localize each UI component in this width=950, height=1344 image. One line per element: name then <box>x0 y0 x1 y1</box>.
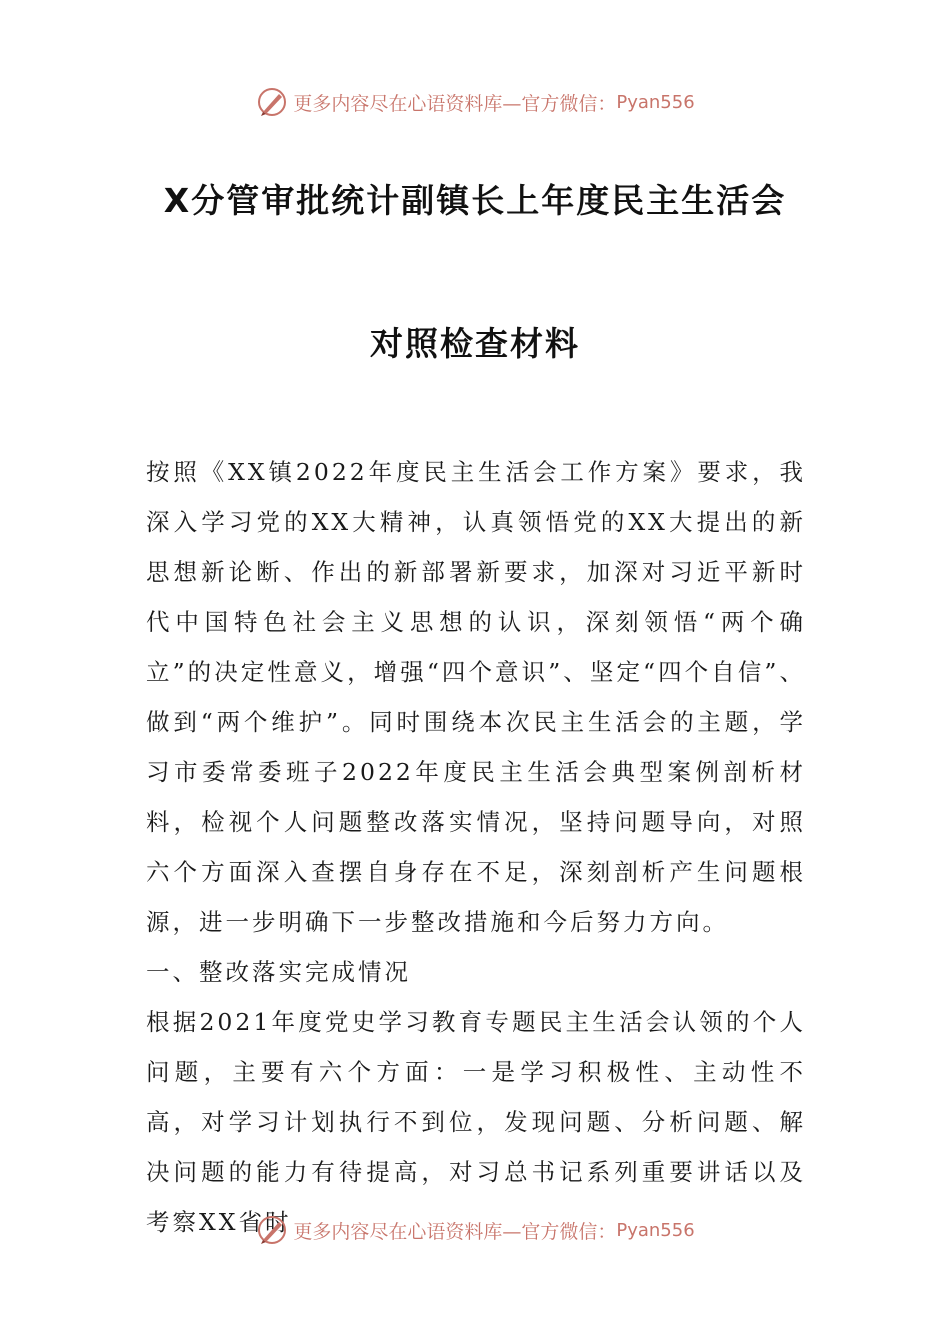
document-title-line1: X分管审批统计副镇长上年度民主生活会 <box>163 181 787 220</box>
document-title-line2: 对照检查材料 <box>370 324 580 363</box>
document-body <box>146 447 806 1247</box>
watermark-footer <box>0 1210 950 1250</box>
watermark-wechat-id: Pyan556 <box>616 91 695 113</box>
paragraph-intro: 按照《XX镇2022年度民主生活会工作方案》要求，我深入学习党的XX大精神，认真领悟党的XX大提出的新思想新论断、作出的新部署新要求，加深对习近平新时代中国特色社会主义思想的认识，深刻领悟“两个确立”的决定性意义，增强“四个意识”、坚定“四个自信”、做到“两个维护”。同时围绕本次民主生活会的主题，学习市委常委班子2022年度民主生活会典型案例剖析材料，检视个人问题整改落实情况，坚持问题导向，对照六个方面深入查摆自身存在不足，深刻剖析产生问题根源，进一步明确下一步整改措施和今后努力方向。 <box>146 458 806 936</box>
section-heading: 一、整改落实完成情况 <box>146 958 411 986</box>
pen-logo-icon <box>255 85 289 119</box>
watermark-text: 更多内容尽在心语资料库—官方微信： <box>293 1220 617 1243</box>
watermark-header <box>0 82 950 122</box>
pen-logo-icon <box>255 1213 289 1247</box>
watermark-text: 更多内容尽在心语资料库—官方微信： <box>293 92 617 115</box>
watermark-wechat-id: Pyan556 <box>616 1219 695 1241</box>
paragraph-section1: 根据2021年度党史学习教育专题民主生活会认领的个人问题，主要有六个方面：一是学习积极性、主动性不高，对学习计划执行不到位，发现问题、分析问题、解决问题的能力有待提高，对习总书记系列重要讲话以及考察XX省时 <box>146 1008 806 1236</box>
